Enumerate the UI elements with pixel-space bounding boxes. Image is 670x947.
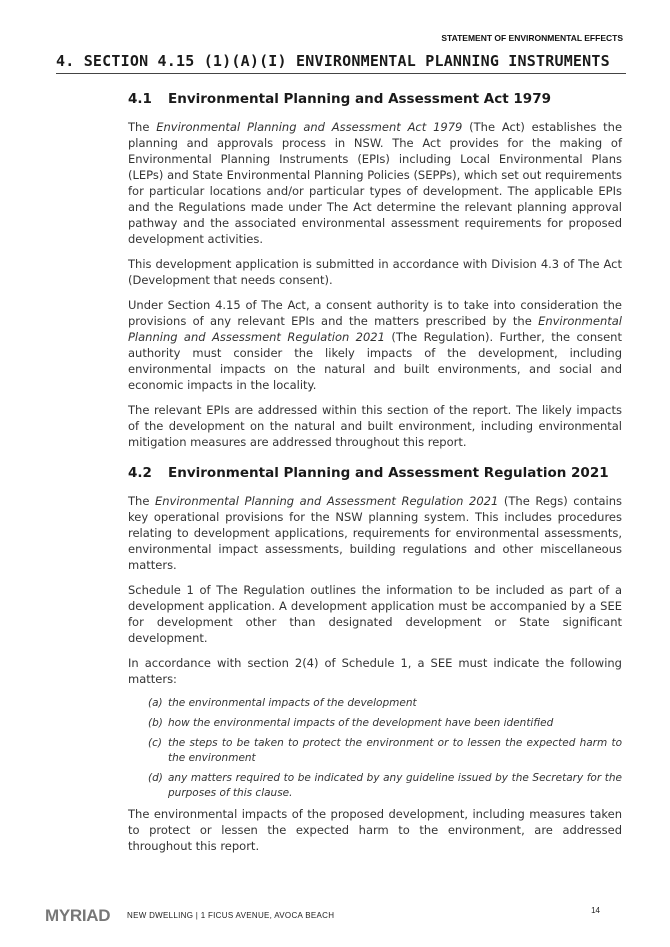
section-title: 4. SECTION 4.15 (1)(A)(I) ENVIRONMENTAL PLANNING INSTRUMENTS — [56, 52, 610, 70]
paragraph-text: Under Section 4.15 of The Act, a consent authority is to take into consideration the provisions of any relevant EPIs and the matters prescribed by the — [128, 298, 622, 328]
list-item — [148, 771, 622, 801]
paragraph — [128, 297, 622, 393]
paragraph-text: The — [128, 494, 155, 508]
paragraph — [128, 493, 622, 573]
list-item-text: the environmental impacts of the development — [168, 697, 417, 709]
matters-list — [128, 696, 622, 801]
regulation-title: Environmental Planning and Assessment Regulation 2021 — [155, 494, 499, 508]
page-number: 14 — [591, 906, 600, 915]
myriad-logo: MYRIAD — [45, 906, 111, 925]
subsection-number: 4.1 — [128, 91, 152, 107]
running-header: STATEMENT OF ENVIRONMENTAL EFFECTS — [441, 33, 623, 43]
paragraph: The environmental impacts of the proposed development, including measures taken to protect or lessen the expected harm to the environment, are addressed throughout this report. — [128, 807, 622, 853]
list-item-text: how the environmental impacts of the development have been identified — [168, 717, 554, 729]
paragraph: In accordance with section 2(4) of Schedule 1, a SEE must indicate the following matters: — [128, 656, 622, 686]
subsection-number: 4.2 — [128, 465, 152, 481]
footer-project-title: NEW DWELLING | 1 FICUS AVENUE, AVOCA BEACH — [127, 911, 335, 920]
section-divider — [56, 73, 626, 74]
paragraph-text: (The Act) establishes the planning and approvals process in NSW. The Act provides for the making of Environmental Planning Instruments (EPIs) including Local Environmental Plans (LEPs) and State Environmental Planning Policies (SEPPs), which set out requirements for particular locations and/or particular types of development. The applicable EPIs and the Regulations made under The Act determine the relevant planning approval pathway and the associated environmental assessment requirements for proposed development activities. — [128, 120, 623, 246]
paragraph-text: The — [128, 120, 157, 134]
subsection-title: Environmental Planning and Assessment Regulation 2021 — [168, 465, 609, 481]
list-item-label: (d) — [148, 772, 163, 784]
list-item — [148, 716, 622, 731]
list-item-label: (c) — [148, 737, 162, 749]
document-body — [128, 90, 622, 863]
list-item-label: (b) — [148, 717, 163, 729]
list-item-text: any matters required to be indicated by any guideline issued by the Secretary for the purposes of this clause. — [168, 772, 622, 799]
act-title: Environmental Planning and Assessment Act 1979 — [156, 120, 463, 134]
paragraph-text: (The Regs) contains key operational provisions for the NSW planning system. This includes procedures relating to development applications, requirements for environmental assessments, environmental impact assessments, building regulations and other miscellaneous matters. — [128, 494, 622, 572]
subsection-heading-4-1 — [128, 90, 622, 108]
paragraph-text: (The Regulation). Further, the consent authority must consider the likely impacts of the development, including environmental impacts on the natural and built environments, and social and economic impacts in the locality. — [128, 330, 622, 392]
list-item-label: (a) — [148, 697, 163, 709]
paragraph: The relevant EPIs are addressed within this section of the report. The likely impacts of the development on the natural and built environment, including environmental mitigation measures are addressed throughout this report. — [128, 403, 622, 449]
paragraph: This development application is submitted in accordance with Division 4.3 of The Act (Development that needs consent). — [128, 257, 622, 287]
paragraph: Schedule 1 of The Regulation outlines the information to be included as part of a development application. A development application must be accompanied by a SEE for development other than designated development or State significant development. — [128, 583, 622, 645]
subsection-heading-4-2 — [128, 464, 622, 482]
paragraph — [128, 119, 622, 247]
list-item-text: the steps to be taken to protect the environment or to lessen the expected harm to the environment — [168, 737, 622, 764]
subsection-title: Environmental Planning and Assessment Act 1979 — [168, 91, 551, 107]
list-item — [148, 736, 622, 766]
list-item — [148, 696, 622, 711]
regulation-title: Environmental Planning and Assessment Regulation 2021 — [128, 314, 622, 344]
